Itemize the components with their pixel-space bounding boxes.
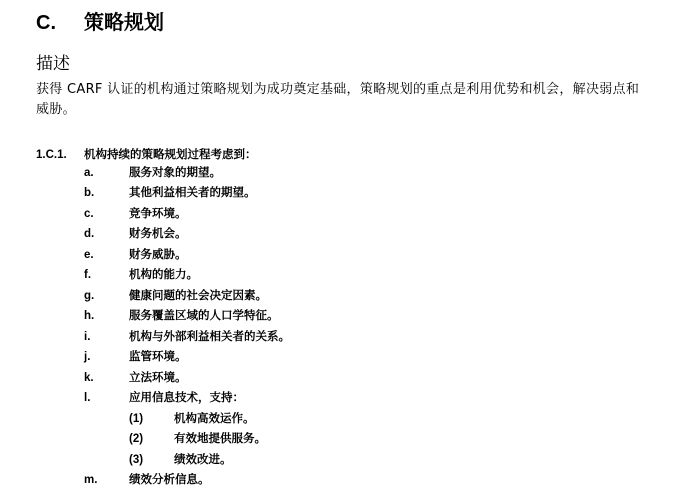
sub-list-item xyxy=(129,428,266,448)
list-item-marker: h. xyxy=(84,310,95,322)
list-item-text: 立法环境。 xyxy=(129,370,187,384)
list-item xyxy=(84,387,244,407)
list-item-text: 机构与外部利益相关者的关系。 xyxy=(129,329,290,343)
sub-list-item-marker: (3) xyxy=(129,454,144,466)
list-item-marker: k. xyxy=(84,372,94,384)
sub-list-item-text: 有效地提供服务。 xyxy=(174,431,266,445)
list-item-text: 应用信息技术，支持： xyxy=(129,390,244,404)
standard-number: 1.C.1. xyxy=(36,149,67,161)
list-item xyxy=(84,367,187,387)
list-item-text: 监管环境。 xyxy=(129,349,187,363)
list-item-text: 绩效分析信息。 xyxy=(129,472,210,486)
list-item-marker: l. xyxy=(84,392,91,404)
list-item xyxy=(84,162,221,182)
list-item-text: 机构的能力。 xyxy=(129,267,198,281)
list-item-text: 财务威胁。 xyxy=(129,247,187,261)
list-item xyxy=(84,285,267,305)
sub-list-item-text: 绩效改进。 xyxy=(174,452,232,466)
list-item-marker: g. xyxy=(84,290,95,302)
section-heading xyxy=(36,8,164,37)
sub-list-item xyxy=(129,408,255,428)
list-item-marker: e. xyxy=(84,249,94,261)
list-item xyxy=(84,305,279,325)
list-item-text: 健康问题的社会决定因素。 xyxy=(129,288,267,302)
list-item xyxy=(84,264,198,284)
list-item xyxy=(84,182,256,202)
standard-text: 机构持续的策略规划过程考虑到： xyxy=(84,147,257,161)
sub-list-item-marker: (2) xyxy=(129,433,144,445)
list-item-marker: c. xyxy=(84,208,94,220)
sub-list-item-marker: (1) xyxy=(129,413,144,425)
description-heading: 描述 xyxy=(36,54,70,74)
list-item-marker: d. xyxy=(84,228,95,240)
list-item-marker: m. xyxy=(84,474,98,486)
list-item-marker: b. xyxy=(84,187,95,199)
list-item xyxy=(84,244,187,264)
list-item-text: 财务机会。 xyxy=(129,226,187,240)
list-item xyxy=(84,346,187,366)
list-item-text: 其他利益相关者的期望。 xyxy=(129,185,256,199)
list-item xyxy=(84,223,187,243)
list-item-marker: a. xyxy=(84,167,94,179)
sub-list-item-text: 机构高效运作。 xyxy=(174,411,255,425)
list-item xyxy=(84,326,290,346)
list-item-text: 服务对象的期望。 xyxy=(129,165,221,179)
list-item-text: 服务覆盖区域的人口学特征。 xyxy=(129,308,279,322)
list-item-marker: f. xyxy=(84,269,92,281)
list-item-marker: j. xyxy=(84,351,91,363)
list-item xyxy=(84,203,187,223)
list-item xyxy=(84,469,210,489)
section-letter: C. xyxy=(36,12,56,34)
section-title: 策略规划 xyxy=(84,10,164,34)
sub-list-item xyxy=(129,449,232,469)
list-item-text: 竞争环境。 xyxy=(129,206,187,220)
description-text: 获得 CARF 认证的机构通过策略规划为成功奠定基础，策略规划的重点是利用优势和机会，解决弱点和威胁。 xyxy=(36,82,640,117)
list-item-marker: i. xyxy=(84,331,91,343)
